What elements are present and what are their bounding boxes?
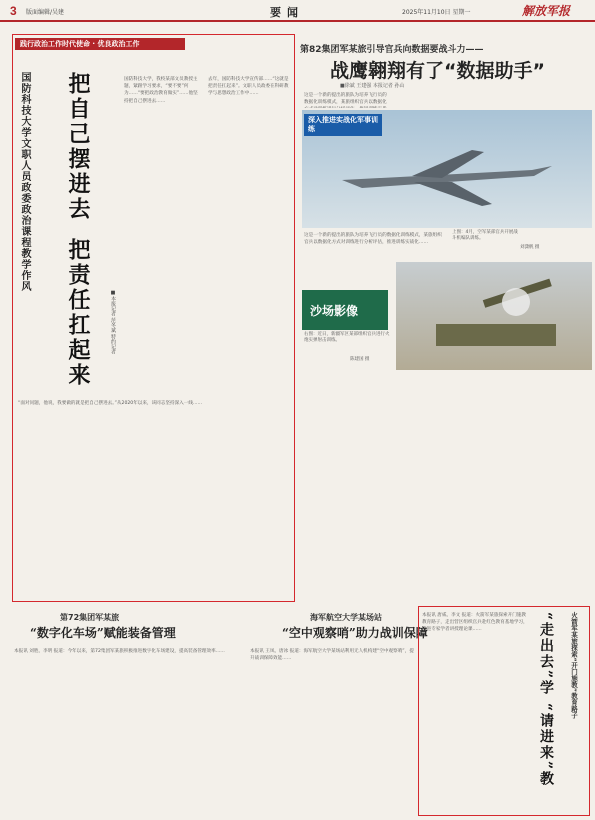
lower-mid-body: 本报讯 王凤、唐冰 报道：海军航空大学某场站利用无人机构建“空中观察哨”，提升战训保障效能……: [250, 649, 414, 662]
main-headline: 战鹰翱翔有了“数据助手”: [330, 60, 545, 82]
newspaper-logo: 解放军报: [522, 4, 571, 18]
photo-tag-box: [304, 114, 382, 136]
main-kicker: 第82集团军某旅引导官兵向数据要战斗力——: [300, 45, 484, 55]
masthead: [0, 0, 595, 22]
right-feature-headline: “走出去”学 “请进来”教: [538, 612, 554, 788]
left-feature-headline-2: 把责任扛起来: [65, 238, 90, 388]
photo2-tag: 沙场影像: [310, 304, 359, 318]
main-body-col2: 这是一个新的提出的旅队为培养飞行员的数据化训练模式，某旅组织官兵以数据化方式对训练进行分析评估，推进训练实战化……: [304, 233, 442, 246]
lower-left-headline: “数字化车场”赋能装备管理: [30, 626, 176, 640]
right-feature-body: 本报讯 唐威、李文 报道：火箭军某旅探索开门施教教育路子，走出营区组织官兵赴红色教育基地学习，请进专家学者讲授理论课……: [422, 613, 528, 633]
left-feature-body-3: “面对问题，他说，我要做的就是把自己摆进去。”从2020年以来，该同志坚持深入一线……: [18, 401, 203, 406]
artillery-illustration: [396, 262, 592, 370]
photo1-credit: 刘潇帆 摄: [520, 245, 540, 250]
lower-mid-headline: “空中观察哨”助力战训保障: [282, 626, 428, 640]
photo2-credit: 陈建国 摄: [350, 357, 370, 362]
page-number: 3: [10, 4, 17, 18]
page-editors: 版面编辑/吴建: [26, 9, 65, 16]
left-feature-deck: 国防科技大学文职人员政委政治课程教学作风: [19, 72, 30, 292]
photo1-caption: 上图：4月，空军某部官兵开展战斗机编队训练。: [452, 230, 518, 241]
lower-left-kicker: 第72集团军某旅: [60, 613, 120, 622]
left-feature-body-2: 去年，国防科技大学宣传部……“这就是把责任扛起来”。文职人员政委在科研教学与思想政治工作中……: [208, 77, 289, 97]
main-byline: ■徐斌 王建强 本报记者 孙山: [340, 83, 405, 89]
left-feature-byline: ■本报记者 范冬斌 特约记者: [110, 290, 116, 355]
section-name: 要闻: [270, 6, 304, 19]
lower-left-body: 本报讯 刘胜、李明 报道：今年以来，第72集团军某旅积极推进数字化车场建设，提高装备管理效率……: [14, 649, 225, 654]
issue-date: 2025年11月10日 星期一: [402, 9, 471, 16]
left-feature-body-1: 国防科技大学，我校某部文员教授主题，紧跟学习要求，“要不要”何为……“要把政治教育做实”……他坚持把自己摆进去……: [124, 77, 198, 104]
lower-mid-kicker: 海军航空大学某场站: [310, 613, 382, 622]
left-feature-tag: 践行政治工作时代使命 · 优良政治工作: [15, 38, 185, 50]
left-feature-headline-1: 把自己摆进去: [65, 72, 90, 222]
photo-artillery: [396, 262, 592, 370]
photo2-tag-box: [302, 290, 388, 330]
photo-tag: 深入推进实战化军事训练: [308, 116, 378, 133]
photo2-caption: 右图：近日，新疆军区某部组织官兵进行火炮实弹射击训练。: [304, 332, 390, 343]
right-feature-kicker: 火箭军某旅探索“开门施教”教育路子: [570, 612, 578, 719]
main-body-col1: 这是一个新的提出的旅队为培养飞行员的数据化训练模式，某旅组织官兵以数据化: [304, 93, 387, 106]
